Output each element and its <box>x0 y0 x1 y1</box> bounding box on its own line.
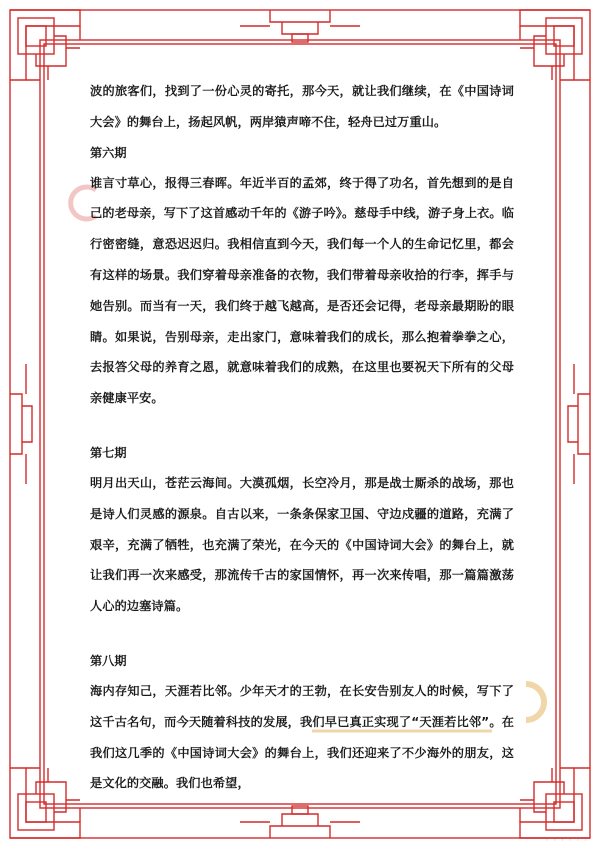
section-body-7: 明月出天山，苍茫云海间。大漠孤烟，长空冷月，那是战士厮杀的战场，那也是诗人们灵感的源泉。自古以来，一条条保家卫国、守边戍疆的道路，充满了艰辛，充满了牺牲，也充满了荣光，在今天的《中国诗词大会》的舞台上，就让我们再一次来感受，那流传千古的家国情怀，再一次来传唱，那一篇篇激荡人心的边塞诗篇。 <box>90 475 514 614</box>
section-body-6: 谁言寸草心，报得三春晖。年近半百的孟郊，终于得了功名，首先想到的是自己的老母亲，写下了这首感动千年的《游子吟》。慈母手中线，游子身上衣。临行密密缝，意恐迟迟归。我相信直到今天，我们每一个人的生命记忆里，都会有这样的场景。我们穿着母亲准备的衣物，我们带着母亲收拾的行李，挥手与她告别。而当有一天，我们终于越飞越高，是否还会记得，老母亲最期盼的眼睛。如果说，告别母亲，走出家门，意味着我们的成长，那么抱着拳拳之心，去报答父母的养育之恩，就意味着我们的成熟，在这里也要祝天下所有的父母亲健康平安。 <box>90 175 514 406</box>
section-body-8: 海内存知己，天涯若比邻。少年天才的王勃，在长安告别友人的时候，写下了这千古名句，而今天随着科技的发展，我们早已真正实现了“天涯若比邻”。在我们这几季的《中国诗词大会》的舞台上，我们还迎来了不少海外的朋友，这是文化的交融。我们也希望， <box>90 683 514 791</box>
section-heading-8: 第八期 <box>90 653 127 668</box>
arc-ornament-right <box>520 678 560 728</box>
section-heading-7: 第七期 <box>90 445 127 460</box>
watermark: · · · · · · <box>545 836 588 846</box>
continuation-paragraph: 波的旅客们，找到了一份心灵的寄托，那今天，就让我们继续，在《中国诗词大会》的舞台上，扬起风帆，两岸猿声啼不住，轻舟已过万重山。 <box>90 84 514 129</box>
section-heading-6: 第六期 <box>90 145 127 160</box>
document-content <box>90 76 514 799</box>
